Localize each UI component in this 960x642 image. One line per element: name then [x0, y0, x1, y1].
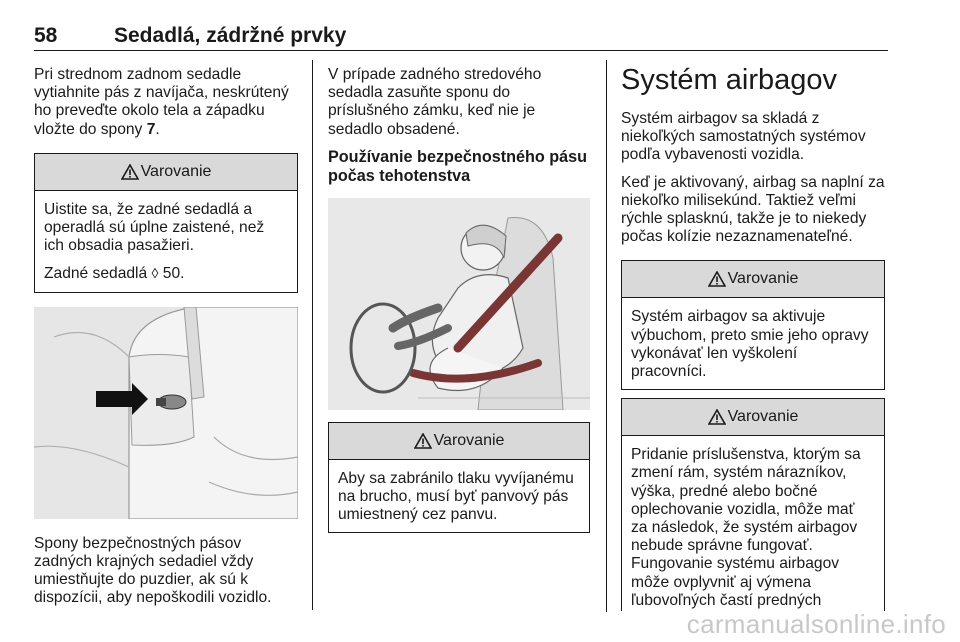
intro-paragraph: Pri strednom zadnom sedadle vytiahnite pás z navíjača, neskrútený ho preveďte okolo tela a západku vložte do spony 7.	[34, 66, 289, 138]
rear-seat-buckle-illustration	[34, 307, 298, 519]
warning-triangle-icon	[121, 164, 139, 180]
warning-label: Varovanie	[727, 408, 799, 426]
illustration-caption: Spony bezpečnostných pásov zadných krajných sedadiel vždy umiestňujte do puzdier, ak sú k dispozícii, aby nepoškodili vozidlo.	[34, 534, 272, 607]
paragraph-1: Systém airbagov sa skladá z niekoľkých samostatných systémov podľa vybavenosti vozidla.	[621, 110, 866, 164]
warning-body	[329, 460, 589, 533]
warning-box-pregnancy	[328, 422, 590, 534]
warning-text: Systém airbagov sa aktivuje výbuchom, preto smie jeho opravy vykonávať len vyškolení pracovníci.	[631, 308, 869, 381]
column-3	[621, 64, 885, 611]
section-subheading: Používanie bezpečnostného pásu počas tehotenstva	[328, 147, 588, 185]
warning-label: Varovanie	[433, 431, 505, 449]
warning-text: Uistite sa, že zadné sedadlá a operadlá sú úplne zaistené, než ich obsadia pasažieri.	[44, 200, 265, 255]
warning-body	[622, 298, 884, 389]
warning-triangle-icon	[414, 433, 432, 449]
pregnant-driver-seatbelt-illustration	[328, 198, 590, 410]
warning-header	[622, 399, 884, 436]
column-divider-2	[606, 60, 607, 612]
warning-label: Varovanie	[140, 162, 212, 180]
warning-triangle-icon	[708, 409, 726, 425]
warning-text-continued: Fungovanie systému airbagov môže ovplyvniť aj výmena ľubovoľných častí predných	[631, 555, 840, 609]
paragraph-2: Keď je aktivovaný, airbag sa naplní za niekoľko milisekúnd. Taktiež veľmi rýchle splasknú, takže je to niekedy počas kolízie nezaznamenateľné.	[621, 173, 885, 246]
warning-box-airbag-repair	[621, 260, 885, 390]
page-header	[34, 22, 888, 51]
page-title: Sedadlá, zádržné prvky	[114, 24, 347, 47]
warning-label: Varovanie	[727, 270, 799, 288]
warning-body	[35, 191, 297, 292]
column-1	[34, 66, 298, 616]
warning-header	[35, 154, 297, 191]
watermark: carmanualsonline.info	[686, 609, 946, 639]
warning-header	[622, 261, 884, 298]
intro-paragraph: V prípade zadného stredového sedadla zasuňte sponu do príslušného zámku, keď nie je sedadlo obsadené.	[328, 66, 542, 138]
column-2	[328, 66, 590, 533]
page-ref-arrow-icon: ◊	[151, 265, 159, 282]
warning-body	[622, 436, 884, 611]
warning-box-seats	[34, 153, 298, 293]
warning-text: Pridanie príslušenstva, ktorým sa zmení rám, systém nárazníkov, výška, predné alebo bočné oplechovanie vozidla, môže mať za následok, že systém airbagov nebude správne fungovať.	[631, 446, 861, 555]
warning-reference: Zadné sedadlá ◊ 50.	[44, 265, 185, 283]
page-number: 58	[34, 24, 58, 47]
column-divider-1	[312, 60, 313, 610]
section-heading: Systém airbagov	[621, 64, 837, 96]
warning-header	[329, 423, 589, 460]
warning-box-accessories	[621, 398, 885, 611]
warning-triangle-icon	[708, 271, 726, 287]
warning-text: Aby sa zabránilo tlaku vyvíjanému na brucho, musí byť panvový pás umiestnený cez panvu.	[338, 469, 574, 524]
